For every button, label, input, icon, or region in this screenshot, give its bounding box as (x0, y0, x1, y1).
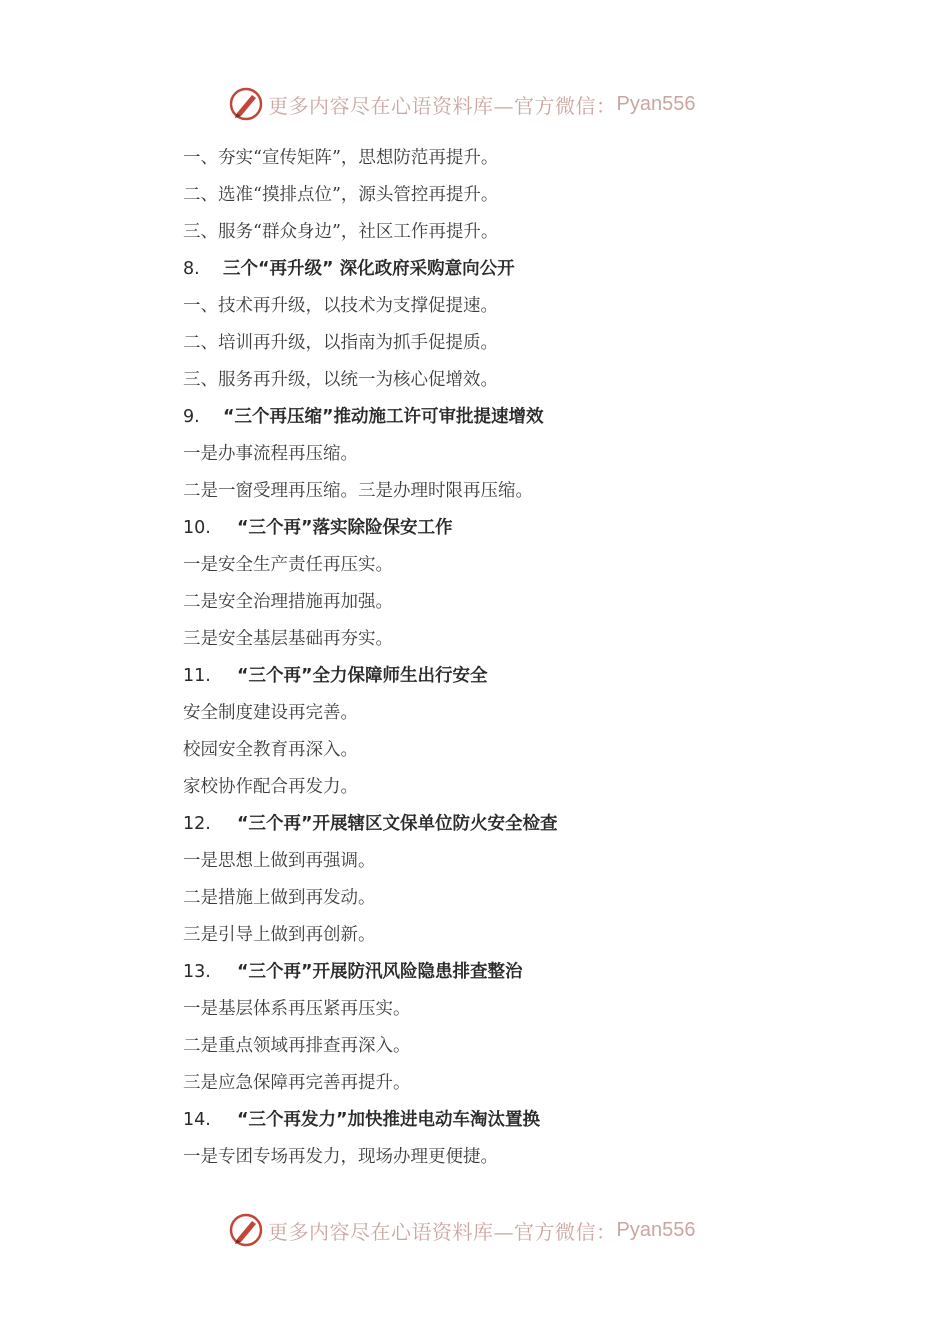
section-title: “三个再”开展辖区文保单位防火安全检查 (237, 814, 558, 834)
item-text: 二是措施上做到再发动。 (183, 888, 376, 908)
item-text: 一、夯实“宣传矩阵”，思想防范再提升。 (183, 148, 499, 168)
section-number: 11. (183, 666, 211, 686)
section-number: 13. (183, 962, 211, 982)
section-number: 8. (183, 259, 200, 279)
section-title: “三个再压缩”推动施工许可审批提速增效 (223, 407, 544, 427)
item-text: 二是一窗受理再压缩。三是办理时限再压缩。 (183, 481, 533, 501)
section-number: 10. (183, 518, 211, 538)
item-text: 家校协作配合再发力。 (183, 777, 358, 797)
section-heading (183, 658, 883, 695)
list-item (183, 732, 883, 769)
list-item (183, 880, 883, 917)
section-title: 三个“再升级” 深化政府采购意向公开 (223, 259, 515, 279)
item-text: 二、选准“摸排点位”，源头管控再提升。 (183, 185, 499, 205)
list-item (183, 1028, 883, 1065)
document-body (183, 140, 883, 1176)
item-text: 三、服务再升级，以统一为核心促增效。 (183, 370, 498, 390)
section-heading (183, 954, 883, 991)
watermark-banner-top (228, 86, 695, 122)
section-heading (183, 806, 883, 843)
section-title: “三个再”落实除险保安工作 (237, 518, 453, 538)
item-text: 一、技术再升级，以技术为支撑促提速。 (183, 296, 498, 316)
pen-logo-icon (228, 86, 264, 122)
list-item (183, 917, 883, 954)
item-text: 安全制度建设再完善。 (183, 703, 358, 723)
watermark-text: 更多内容尽在心语资料库—官方微信： (268, 93, 617, 118)
section-number: 12. (183, 814, 211, 834)
section-number: 9. (183, 407, 200, 427)
item-text: 一是思想上做到再强调。 (183, 851, 376, 871)
watermark-text: 更多内容尽在心语资料库—官方微信： (268, 1219, 617, 1244)
list-item (183, 547, 883, 584)
item-text: 校园安全教育再深入。 (183, 740, 358, 760)
item-text: 二是安全治理措施再加强。 (183, 592, 393, 612)
item-text: 一是办事流程再压缩。 (183, 444, 358, 464)
section-number: 14. (183, 1110, 211, 1130)
item-text: 一是安全生产责任再压实。 (183, 555, 393, 575)
item-text: 一是基层体系再压紧再压实。 (183, 999, 411, 1019)
list-item (183, 584, 883, 621)
list-item (183, 1065, 883, 1102)
section-heading (183, 510, 883, 547)
section-heading (183, 251, 883, 288)
section-title: “三个再”开展防汛风险隐患排查整治 (237, 962, 523, 982)
list-item (183, 621, 883, 658)
list-item (183, 177, 883, 214)
item-text: 一是专团专场再发力，现场办理更便捷。 (183, 1147, 498, 1167)
section-title: “三个再”全力保障师生出行安全 (237, 666, 488, 686)
list-item (183, 1139, 883, 1176)
list-item (183, 362, 883, 399)
watermark-wechat-id: Pyan556 (616, 1218, 696, 1241)
list-item (183, 288, 883, 325)
item-text: 三是安全基层基础再夯实。 (183, 629, 393, 649)
item-text: 三是引导上做到再创新。 (183, 925, 376, 945)
section-heading (183, 399, 883, 436)
watermark-banner-bottom (228, 1212, 695, 1248)
item-text: 二是重点领域再排查再深入。 (183, 1036, 411, 1056)
list-item (183, 325, 883, 362)
list-item (183, 695, 883, 732)
list-item (183, 436, 883, 473)
list-item (183, 991, 883, 1028)
item-text: 二、培训再升级，以指南为抓手促提质。 (183, 333, 498, 353)
list-item (183, 473, 883, 510)
item-text: 三、服务“群众身边”，社区工作再提升。 (183, 222, 499, 242)
pen-logo-icon (228, 1212, 264, 1248)
item-text: 三是应急保障再完善再提升。 (183, 1073, 411, 1093)
section-title: “三个再发力”加快推进电动车淘汰置换 (237, 1110, 541, 1130)
watermark-wechat-id: Pyan556 (616, 92, 696, 115)
section-heading (183, 1102, 883, 1139)
list-item (183, 843, 883, 880)
list-item (183, 769, 883, 806)
list-item (183, 140, 883, 177)
list-item (183, 214, 883, 251)
